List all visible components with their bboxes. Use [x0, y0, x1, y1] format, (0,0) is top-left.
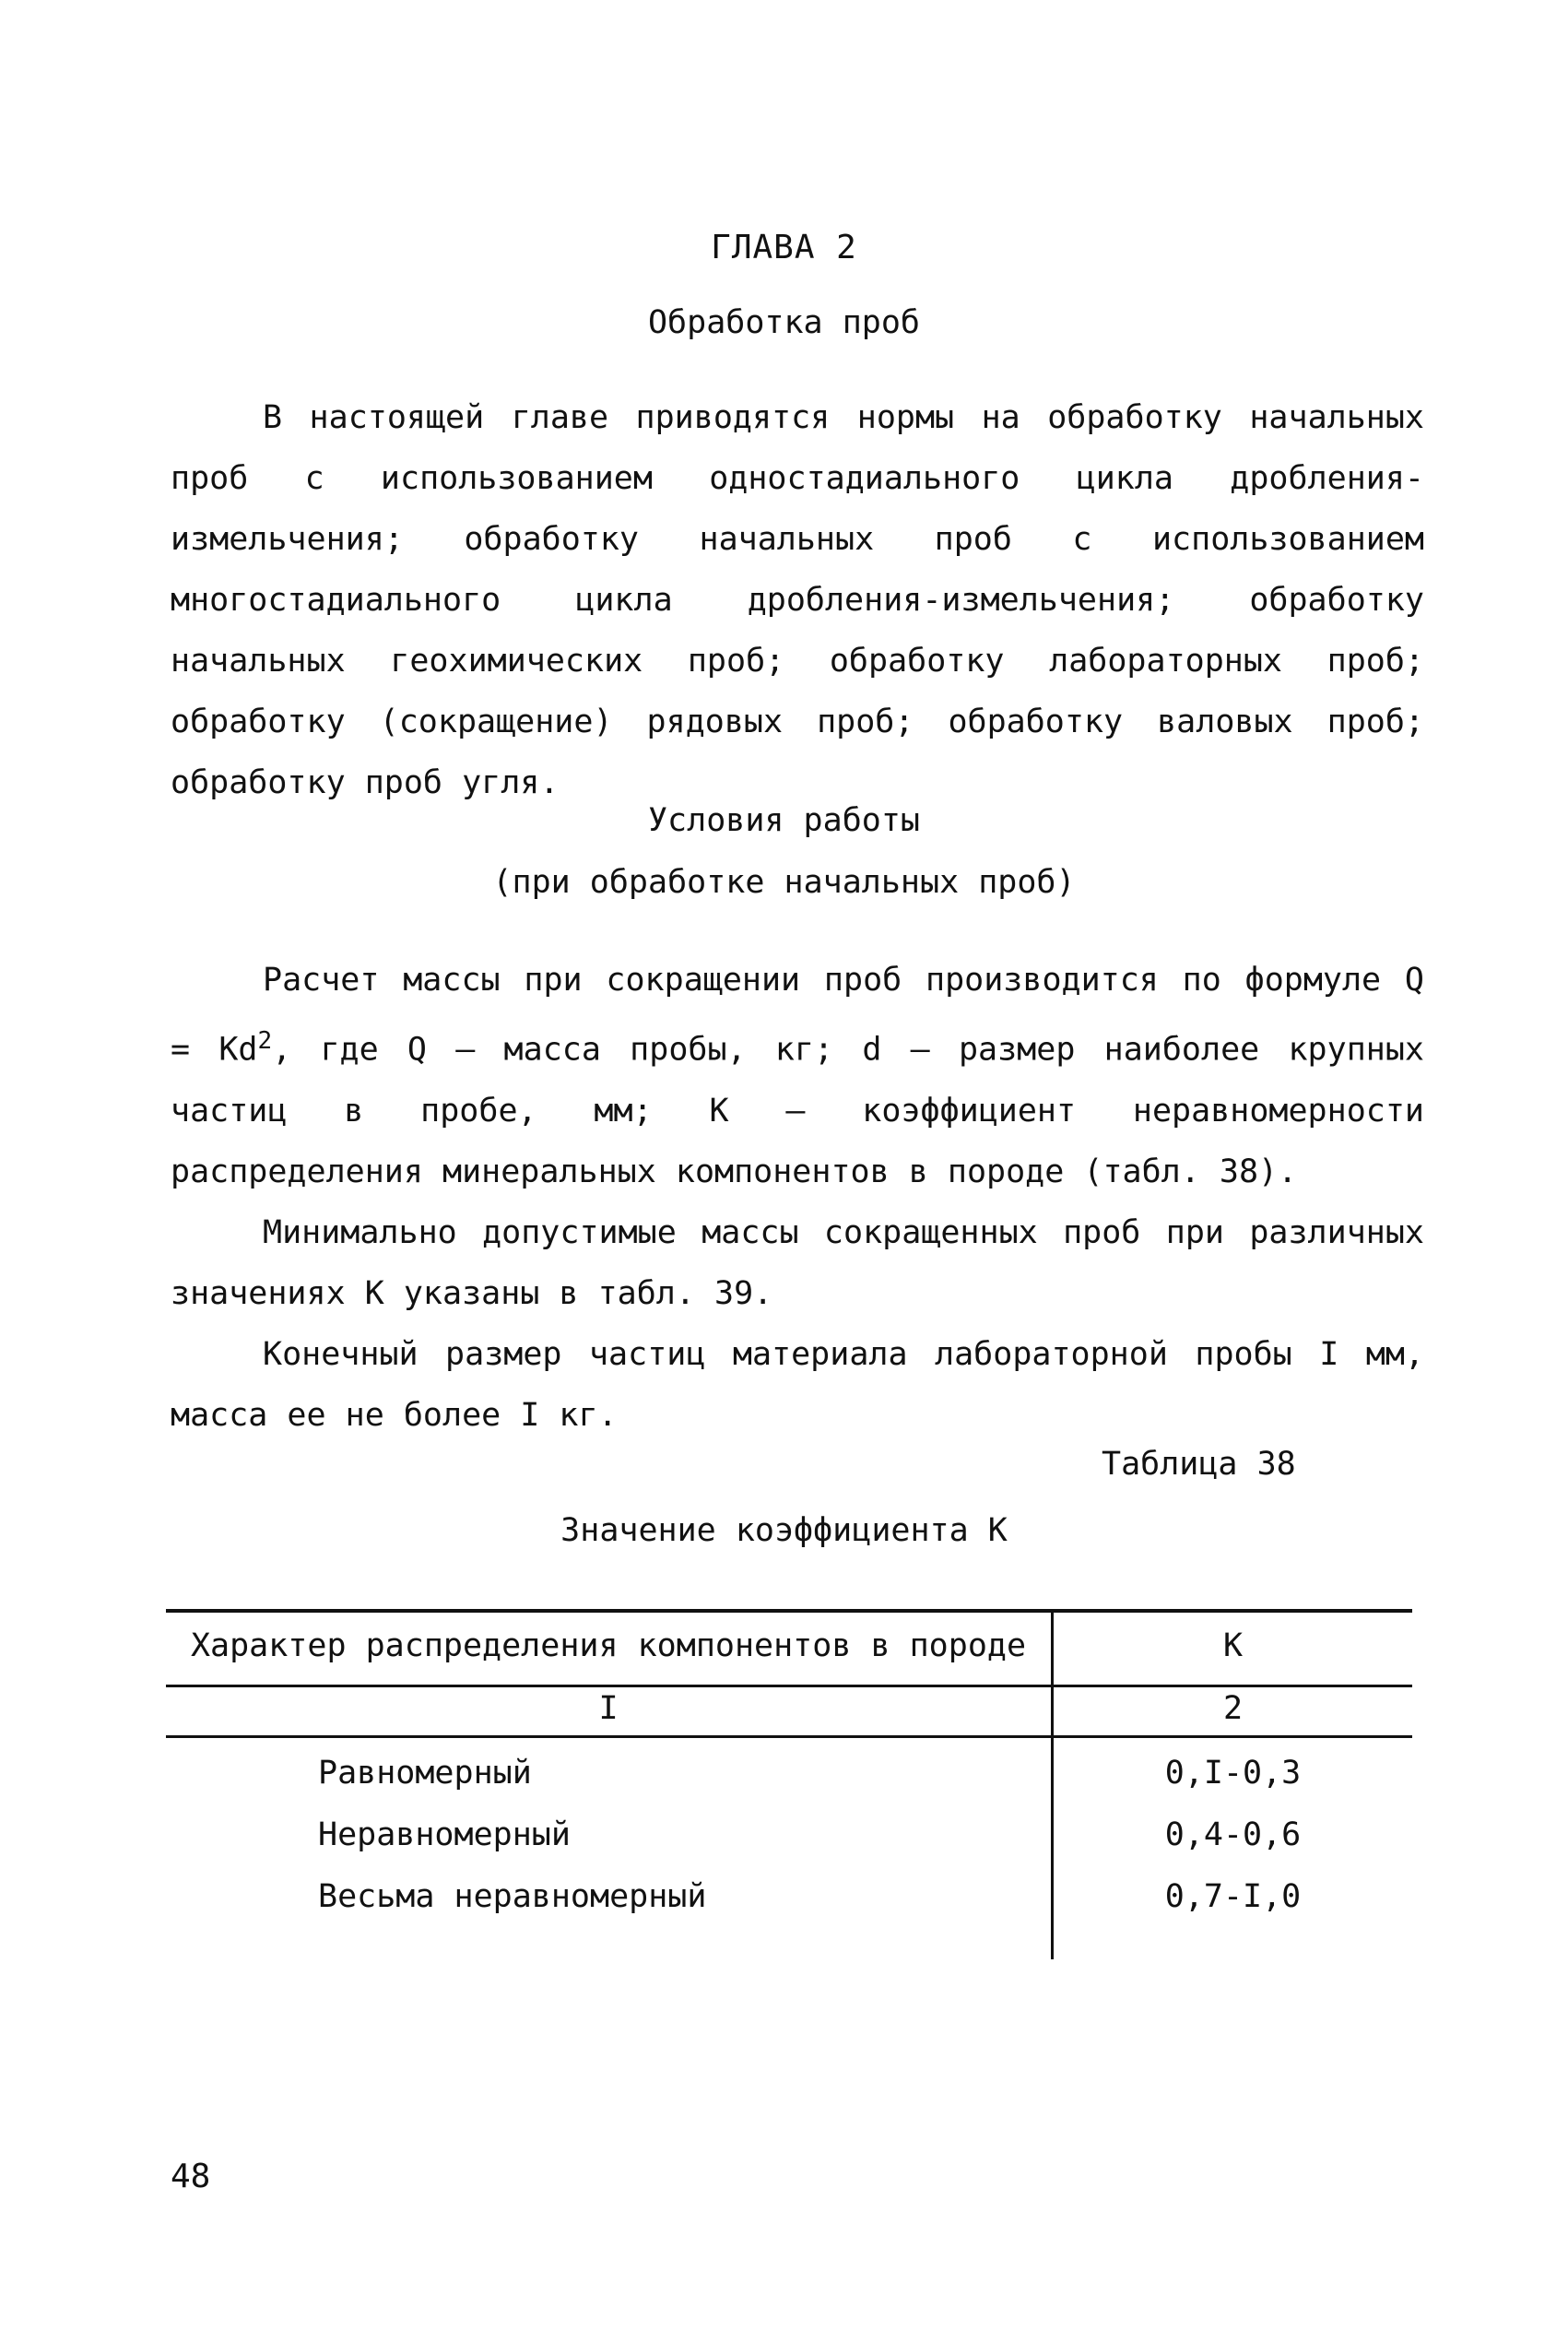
intro-paragraph	[171, 387, 1424, 813]
table-top-rule	[166, 1609, 1412, 1613]
col-number-1: I	[598, 1690, 619, 1727]
header-k: К	[1222, 1627, 1244, 1664]
row-1-value: 0,I-0,3	[1164, 1755, 1302, 1792]
row-3-value: 0,7-I,0	[1164, 1878, 1302, 1915]
coefficient-table	[166, 1609, 1412, 1959]
conditions-subtitle: (при обработке начальных проб)	[492, 864, 1076, 901]
chapter-heading: ГЛАВА 2	[711, 229, 857, 266]
row-1-label: Равномерный	[318, 1755, 532, 1792]
row-2-label: Неравномерный	[318, 1816, 571, 1853]
table-title: Значение коэффициента К	[560, 1512, 1008, 1549]
min-mass-paragraph: Минимально допустимые массы сокращенных проб при различных значениях К указаны в табл. 39.	[171, 1213, 1424, 1312]
formula-lead: Расчет массы при сокращении проб производится по формуле Q = Kd	[171, 962, 1424, 1069]
page-number: 48	[171, 2158, 211, 2195]
formula-exponent: 2	[257, 1027, 273, 1055]
conditions-title: Условия работы	[647, 802, 920, 839]
formula-tail: , где Q – масса пробы, кг; d – размер наиболее крупных частиц в пробе, мм; К – коэффициент неравномерности распределения минеральных компонентов в породе (табл. 38).	[171, 1031, 1424, 1190]
intro-text: В настоящей главе приводятся нормы на обработку начальных проб с использованием одностадиального цикла дробления-измельчения; обработку начальных проб с использованием многостадиального цикла дробления-измельчения; обработку начальных геохимических проб; обработку лабораторных проб; обработку (сокращение) рядовых проб; обработку валовых проб; обработку проб угля.	[171, 399, 1424, 801]
row-2-value: 0,4-0,6	[1164, 1816, 1302, 1853]
header-distribution: Характер распределения компонентов в породе	[190, 1627, 1027, 1664]
body-paragraphs	[171, 950, 1424, 1446]
chapter-subtitle: Обработка проб	[647, 304, 920, 341]
row-3-label: Весьма неравномерный	[318, 1878, 707, 1915]
formula-paragraph	[171, 950, 1424, 1202]
table-number: Таблица 38	[1102, 1446, 1296, 1483]
table-header-rule	[166, 1685, 1412, 1687]
final-size-paragraph: Конечный размер частиц материала лабораторной пробы I мм, масса ее не более I кг.	[171, 1335, 1424, 1434]
col-number-2: 2	[1222, 1690, 1244, 1727]
table-colnum-rule	[166, 1735, 1412, 1738]
